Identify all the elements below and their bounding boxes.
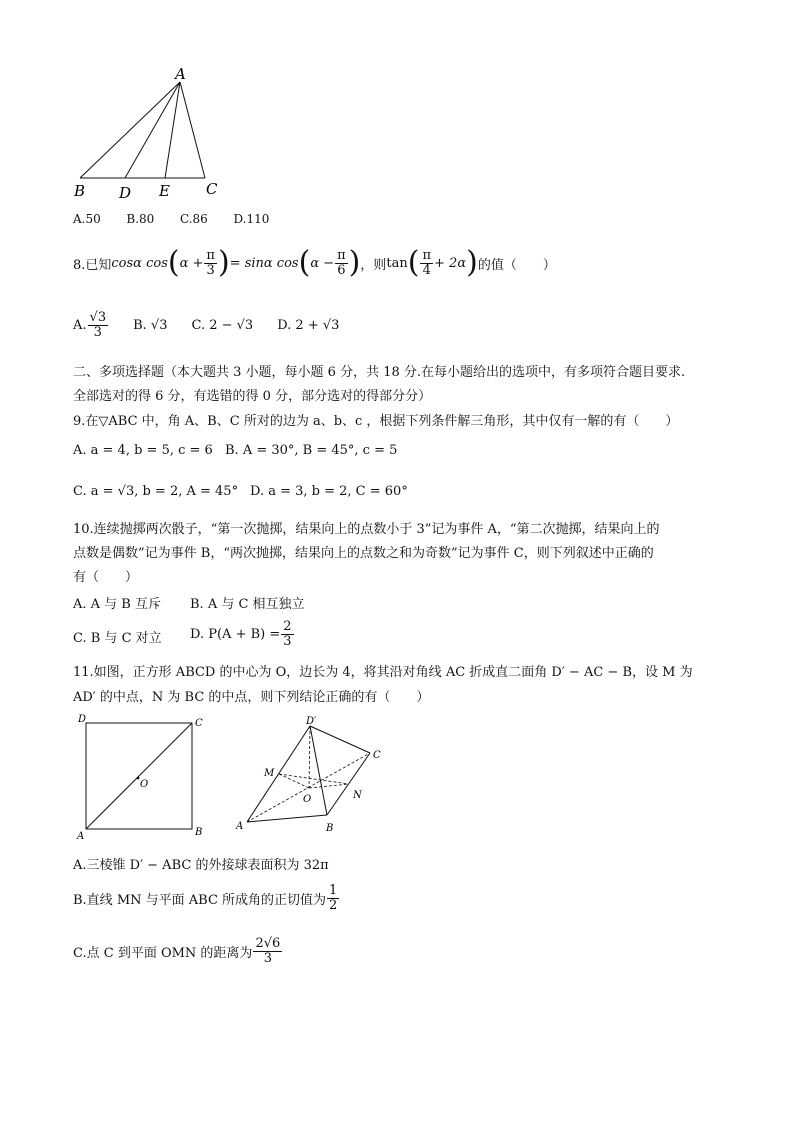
sq-label-o: O <box>140 779 149 790</box>
paren: ( <box>167 245 180 280</box>
option-a: A.50 <box>73 212 101 226</box>
q11-c-frac: $\frac{2√6}{3}$ <box>255 935 281 966</box>
q8-formula-right: = sinα cos <box>229 255 299 271</box>
label-b: B <box>74 182 86 200</box>
option-b: B.80 <box>126 212 155 226</box>
solid-label-n: N <box>353 790 362 801</box>
pi-over-3: $\frac{\pi}{3}$ <box>206 247 215 278</box>
q11-b-frac: $\frac{1}{2}$ <box>329 882 338 913</box>
solid-label-b: B <box>326 823 334 834</box>
q8-formula-left: cosα cos <box>111 255 168 271</box>
square-figure <box>70 712 210 842</box>
q11-option-b: B.直线 MN 与平面 ABC 所成角的正切值为 $\frac{1}{2}$ <box>73 882 338 913</box>
q11-line2: AD′ 的中点，N 为 BC 的中点，则下列结论正确的有（ ） <box>73 690 430 705</box>
q11-line1: 11.如图，正方形 ABCD 的中心为 O，边长为 4，将其沿对角线 AC 折成直二面角 D′ − AC − B，设 M 为 <box>73 665 693 680</box>
q8-stem: 8.已知 cosα cos ( α + $\frac{\pi}{3}$ ) = sinα cos ( α − $\frac{\pi}{6}$ ) ，则 tan ( $\frac{\pi}{4}$ + 2α ) 的值（ ） <box>73 245 556 280</box>
triangle-figure <box>60 60 240 205</box>
solid-label-a: A <box>236 821 244 832</box>
option-c: C.86 <box>179 212 208 226</box>
q8-options <box>73 305 339 345</box>
q10-line2: 点数是偶数”记为事件 B，“两次抛掷，结果向上的点数之和为奇数”记为事件 C，则下列叙述中正确的 <box>73 546 654 561</box>
q10-d-frac: $\frac{2}{3}$ <box>283 618 292 649</box>
solid-label-m: M <box>264 768 275 779</box>
pi-over-4: $\frac{\pi}{4}$ <box>422 247 432 278</box>
q10-line1: 10.连续抛掷两次骰子，“第一次抛掷，结果向上的点数小于 3”记为事件 A，“第二次抛掷，结果向上的 <box>73 522 660 537</box>
q10-line3: 有（ ） <box>73 570 139 585</box>
q10-option-c: C. B 与 C 对立 <box>73 631 162 646</box>
q8-prefix: 8.已知 <box>73 257 112 273</box>
solid-label-c: C <box>373 750 381 761</box>
solid-label-o: O <box>303 794 312 805</box>
solid-label-d: D′ <box>306 716 317 727</box>
q9-option-c: C. a = √3, b = 2, A = 45° <box>73 484 239 499</box>
q8-option-a: A. <box>73 317 87 333</box>
sq-label-b: B <box>195 827 203 838</box>
q10-option-d: D. P(A + B) = $\frac{2}{3}$ <box>190 618 292 649</box>
label-d: D <box>119 184 132 202</box>
option-d: D.110 <box>233 212 270 226</box>
q8-suffix: 的值（ ） <box>477 257 556 273</box>
q11-option-a: A.三棱锥 D′ − ABC 的外接球表面积为 32π <box>73 858 329 873</box>
folded-solid-figure <box>230 712 390 842</box>
sq-label-d: D <box>78 714 87 725</box>
q8-option-a-frac: $\frac{√3}{3}$ <box>89 309 107 340</box>
label-c: C <box>206 180 218 198</box>
q8-mid: ，则 <box>360 257 387 273</box>
q8-option-b: B. √3 <box>133 317 168 333</box>
q9-option-d: D. a = 3, b = 2, C = 60° <box>250 484 408 499</box>
q8-option-d: D. 2 + √3 <box>277 317 340 333</box>
q8-option-c: C. 2 − √3 <box>191 317 254 333</box>
pi-over-6: $\frac{\pi}{6}$ <box>337 247 346 278</box>
sq-label-c: C <box>195 718 203 729</box>
q10-option-a: A. A 与 B 互斥 <box>73 597 161 612</box>
q9-option-a: A. a = 4, b = 5, c = 6 <box>73 443 213 458</box>
section2-line2: 全部选对的得 6 分，有选错的得 0 分，部分选对的得部分分） <box>73 389 432 404</box>
q9-option-b: B. A = 30°, B = 45°, c = 5 <box>225 443 398 458</box>
fig1-options <box>73 212 269 226</box>
section2-line1: 二、多项选择题（本大题共 3 小题，每小题 6 分，共 18 分.在每小题给出的选项中，有多项符合题目要求. <box>73 365 686 380</box>
label-e: E <box>159 182 170 200</box>
q10-option-b: B. A 与 C 相互独立 <box>190 597 305 612</box>
label-a: A <box>175 65 186 83</box>
q11-option-c: C.点 C 到平面 OMN 的距离为 $\frac{2√6}{3}$ <box>73 935 281 966</box>
sq-label-a: A <box>77 831 85 842</box>
q9-stem: 9.在▽ABC 中，角 A、B、C 所对的边为 a、b、c ，根据下列条件解三角形，其中仅有一解的有（ ） <box>73 414 679 429</box>
